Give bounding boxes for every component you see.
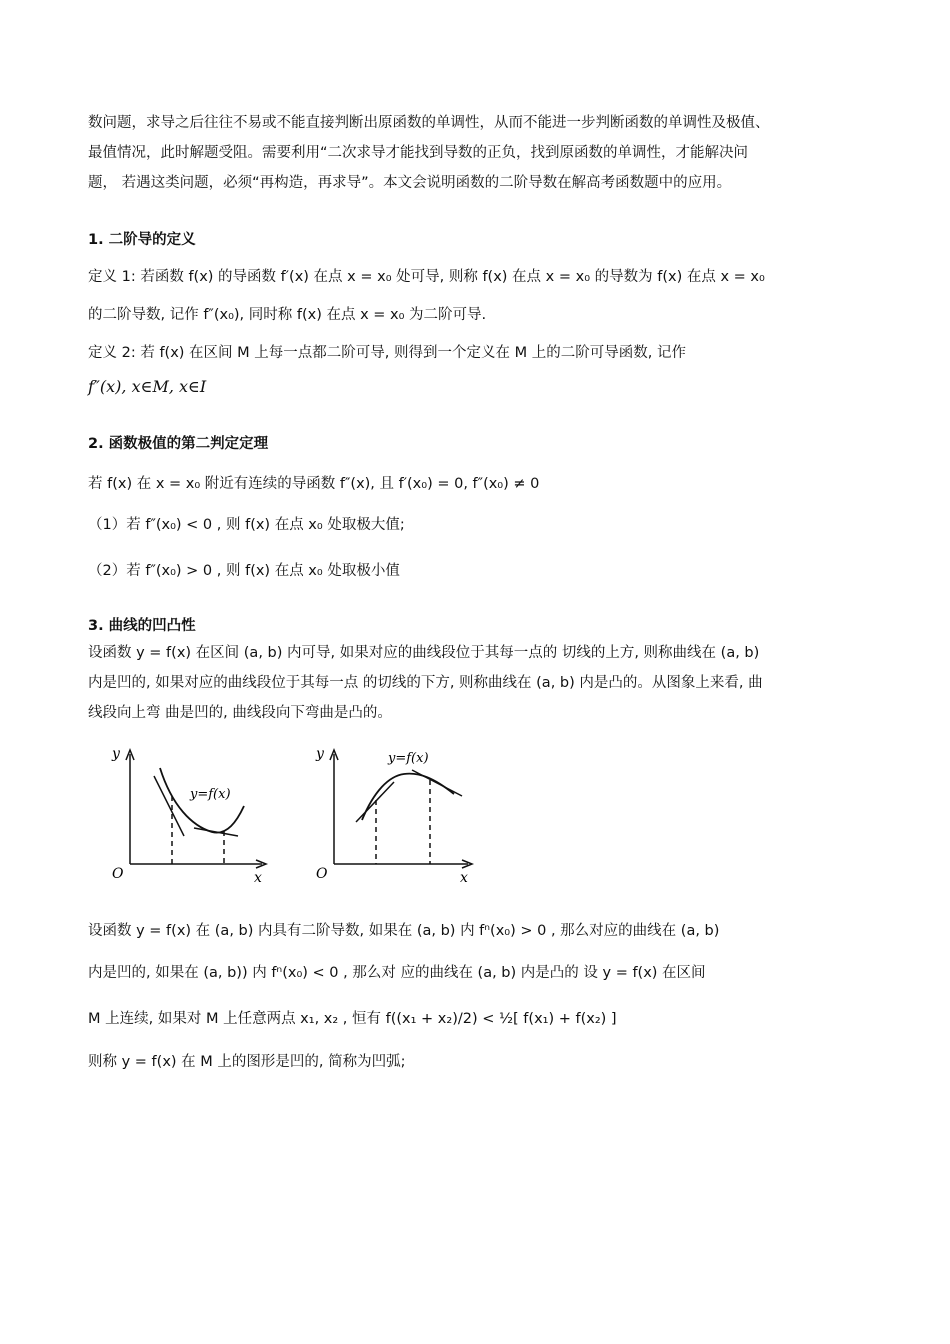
concave-curve-figure — [102, 736, 282, 886]
convexity-paragraph-1 — [88, 638, 864, 728]
definition-1-line-1: 定义 1: 若函数 f(x) 的导函数 f′(x) 在点 x = x₀ 处可导, 则称 f(x) 在点 x = x₀ 的导数为 f(x) 在点 x = x₀ — [88, 269, 765, 285]
definition-2-line-2: f″(x), x∈M, x∈I — [88, 377, 207, 396]
definition-1 — [88, 258, 864, 334]
intro-line-3: 题， 若遇这类问题，必须“再构造，再求导”。本文会说明函数的二阶导数在解高考函数题中的应用。 — [88, 175, 732, 191]
fig2-y-label: y — [316, 746, 324, 762]
fig2-x-label: x — [460, 870, 468, 886]
convexity-p2-line-1: 设函数 y = f(x) 在 (a, b) 内具有二阶导数, 如果在 (a, b) 内 fⁿ(x₀) > 0 , 那么对应的曲线在 (a, b) — [88, 923, 720, 939]
theorem-premise: 若 f(x) 在 x = x₀ 附近有连续的导函数 f″(x), 且 f′(x₀) = 0, f″(x₀) ≠ 0 — [88, 476, 540, 492]
section-2-title: 2. 函数极值的第二判定定理 — [88, 436, 269, 452]
intro-line-2: 最值情况，此时解题受阻。需要利用“二次求导才能找到导数的正负，找到原函数的单调性，才能解决问 — [88, 145, 749, 161]
definition-2-line-1: 定义 2: 若 f(x) 在区间 M 上每一点都二阶可导, 则得到一个定义在 M 上的二阶可导函数, 记作 — [88, 345, 686, 361]
convexity-p2-line-3: M 上连续, 如果对 M 上任意两点 x₁, x₂ , 恒有 f((x₁ + x₂)/2) < ½[ f(x₁) + f(x₂) ] — [88, 1011, 617, 1027]
fig1-tangent-1 — [154, 776, 184, 836]
intro-paragraph — [88, 108, 864, 198]
convexity-p2-line-2: 内是凹的, 如果在 (a, b)) 内 fⁿ(x₀) < 0 , 那么对 应的曲线在 (a, b) 内是凸的 设 y = f(x) 在区间 — [88, 965, 706, 981]
fig2-tangent-1 — [356, 782, 394, 822]
fig1-tangent-2 — [194, 828, 238, 836]
fig1-y-label: y — [112, 746, 120, 762]
fig1-origin: O — [112, 866, 124, 882]
theorem-item-2: （2）若 f″(x₀) > 0 , 则 f(x) 在点 x₀ 处取极小值 — [88, 563, 400, 579]
fig1-curve-label: y=f(x) — [190, 787, 231, 802]
theorem-item-1: （1）若 f″(x₀) < 0 , 则 f(x) 在点 x₀ 处取极大值; — [88, 517, 405, 533]
definition-1-line-2: 的二阶导数, 记作 f″(x₀), 同时称 f(x) 在点 x = x₀ 为二阶可导. — [88, 307, 487, 323]
fig1-x-label: x — [254, 870, 262, 886]
convexity-paragraph-2 — [88, 910, 864, 1080]
definition-2 — [88, 334, 864, 402]
convexity-figures — [88, 736, 864, 896]
fig2-origin: O — [316, 866, 328, 882]
fig2-tangent-2 — [412, 770, 462, 796]
convexity-p1-line-1: 设函数 y = f(x) 在区间 (a, b) 内可导, 如果对应的曲线段位于其每一点的 切线的上方, 则称曲线在 (a, b) — [88, 645, 760, 661]
intro-line-1: 数问题，求导之后往往不易或不能直接判断出原函数的单调性，从而不能进一步判断函数的单调性及极值、 — [88, 115, 770, 131]
document-page — [88, 108, 864, 1080]
convexity-p2-line-4: 则称 y = f(x) 在 M 上的图形是凹的, 简称为凹弧; — [88, 1054, 406, 1070]
section-3-title: 3. 曲线的凹凸性 — [88, 618, 196, 634]
convexity-p1-line-3: 线段向上弯 曲是凹的, 曲线段向下弯曲是凸的。 — [88, 705, 392, 721]
convex-curve-figure — [304, 736, 494, 886]
section-1-title: 1. 二阶导的定义 — [88, 232, 196, 248]
convexity-p1-line-2: 内是凹的, 如果对应的曲线段位于其每一点 的切线的下方, 则称曲线在 (a, b) 内是凸的。从图象上来看, 曲 — [88, 675, 763, 691]
fig2-curve-label: y=f(x) — [388, 751, 429, 766]
